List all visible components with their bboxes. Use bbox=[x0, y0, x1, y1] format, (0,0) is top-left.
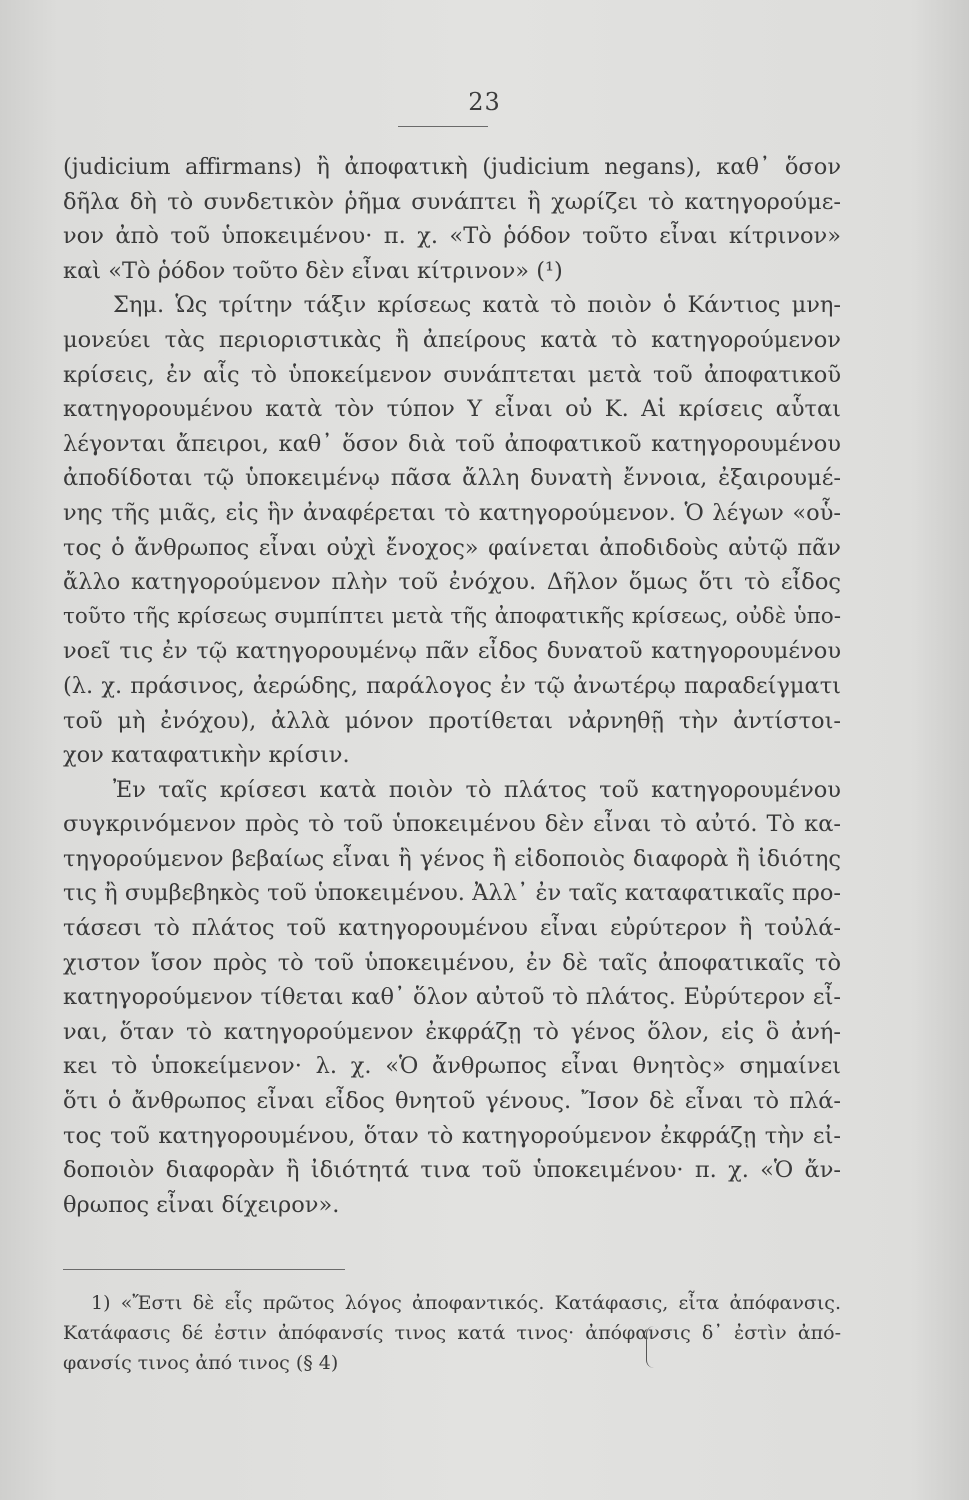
text-line: νοεῖ τις ἐν τῷ κατηγορουμένῳ πᾶν εἶδος δυνατοῦ κατηγορουμένου bbox=[63, 638, 841, 665]
body-text bbox=[63, 150, 841, 1222]
text-line: Ἐν ταῖς κρίσεσι κατὰ ποιὸν τὸ πλάτος τοῦ κατηγορουμένου bbox=[113, 776, 841, 803]
text-line: τάσεσι τὸ πλάτος τοῦ κατηγορουμένου εἶναι εὐρύτερον ἢ τοὐλά- bbox=[63, 915, 841, 942]
text-line: κατηγορούμενον τίθεται καθ᾽ ὅλον αὐτοῦ τὸ πλάτος. Εὐρύτερον εἶ- bbox=[63, 984, 841, 1011]
text-line: κρίσεις, ἐν αἷς τὸ ὑποκείμενον συνάπτεται μετὰ τοῦ ἀποφατικοῦ bbox=[63, 361, 841, 388]
text-line: τος ὁ ἄνθρωπος εἶναι οὐχὶ ἔνοχος» φαίνεται ἀποδιδοὺς αὐτῷ πᾶν bbox=[63, 534, 841, 561]
text-line: νης τῆς μιᾶς, εἰς ἣν ἀναφέρεται τὸ κατηγορούμενον. Ὁ λέγων «οὗ- bbox=[63, 499, 841, 526]
text-line: (judicium affirmans) ἢ ἀποφατικὴ (judicium negans), καθ᾽ ὅσον bbox=[63, 154, 841, 180]
text-line: κατηγορουμένου κατὰ τὸν τύπον Υ εἶναι οὐ Κ. Αἱ κρίσεις αὗται bbox=[63, 396, 841, 423]
text-line: λέγονται ἄπειροι, καθ᾽ ὅσον διὰ τοῦ ἀποφατικοῦ κατηγορουμένου bbox=[63, 430, 841, 457]
text-line: χιστον ἴσον πρὸς τὸ τοῦ ὑποκειμένου, ἐν δὲ ταῖς ἀποφατικαῖς τὸ bbox=[63, 949, 841, 976]
header-rule bbox=[398, 126, 488, 127]
text-line: ἀποδίδοται τῷ ὑποκειμένῳ πᾶσα ἄλλη δυνατὴ ἔννοια, ἐξαιρουμέ- bbox=[63, 465, 841, 492]
text-line: θρωπος εἶναι δίχειρον». bbox=[63, 1191, 340, 1218]
text-line: τοῦτο τῆς κρίσεως συμπίπτει μετὰ τῆς ἀποφατικῆς κρίσεως, οὐδὲ ὑπο- bbox=[63, 603, 841, 629]
footnote-line: Κατάφασις δέ ἐστιν ἀπόφανσίς τινος κατά τινος· ἀπόφανσις δ᾽ ἐστὶν ἀπό- bbox=[63, 1322, 841, 1344]
text-line: ἄλλο κατηγορούμενον πλὴν τοῦ ἐνόχου. Δῆλον ὅμως ὅτι τὸ εἶδος bbox=[63, 569, 841, 596]
page-number: 23 bbox=[468, 88, 501, 116]
text-line: Σημ. Ὡς τρίτην τάξιν κρίσεως κατὰ τὸ ποιὸν ὁ Κάντιος μνη- bbox=[113, 292, 841, 319]
text-line: δοποιὸν διαφορὰν ἢ ἰδιότητά τινα τοῦ ὑποκειμένου· π. χ. «Ὁ ἄν- bbox=[63, 1157, 841, 1184]
text-line: τοῦ μὴ ἐνόχου), ἀλλὰ μόνον προτίθεται νἀρνηθῇ τὴν ἀντίστοι- bbox=[63, 707, 841, 734]
text-line: τος τοῦ κατηγορουμένου, ὅταν τὸ κατηγορούμενον ἐκφράζῃ τὴν εἰ- bbox=[63, 1122, 841, 1149]
text-line: ναι, ὅταν τὸ κατηγορούμενον ἐκφράζῃ τὸ γένος ὅλον, εἰς ὃ ἀνή- bbox=[63, 1018, 841, 1045]
text-line: συγκρινόμενον πρὸς τὸ τοῦ ὑποκειμένου δὲν εἶναι τὸ αὐτό. Τὸ κα- bbox=[63, 811, 841, 838]
footnote-rule bbox=[63, 1269, 345, 1270]
text-line: τις ἢ συμβεβηκὸς τοῦ ὑποκειμένου. Ἀλλ᾽ ἐν ταῖς καταφατικαῖς προ- bbox=[63, 880, 841, 907]
text-line: νον ἀπὸ τοῦ ὑποκειμένου· π. χ. «Τὸ ῥόδον τοῦτο εἶναι κίτρινον» bbox=[63, 223, 841, 250]
text-line: τηγορούμενον βεβαίως εἶναι ἢ γένος ἢ εἰδοποιὸς διαφορὰ ἢ ἰδιότης bbox=[63, 845, 841, 872]
text-line: μονεύει τὰς περιοριστικὰς ἢ ἀπείρους κατὰ τὸ κατηγορούμενον bbox=[63, 326, 841, 353]
text-line: κει τὸ ὑποκείμενον· λ. χ. «Ὁ ἄνθρωπος εἶναι θνητὸς» σημαίνει bbox=[63, 1053, 841, 1080]
text-line: καὶ «Τὸ ῥόδον τοῦτο δὲν εἶναι κίτρινον» (¹) bbox=[63, 257, 563, 284]
text-line: χον καταφατικὴν κρίσιν. bbox=[63, 742, 350, 769]
footnotes bbox=[63, 1288, 841, 1378]
text-line: ὅτι ὁ ἄνθρωπος εἶναι εἶδος θνητοῦ γένους. Ἴσον δὲ εἶναι τὸ πλά- bbox=[63, 1088, 841, 1115]
footnote-line: φανσίς τινος ἀπό τινος (§ 4) bbox=[63, 1352, 339, 1374]
pencil-mark bbox=[646, 1326, 661, 1368]
text-line: (λ. χ. πράσινος, ἀερώδης, παράλογος ἐν τῷ ἀνωτέρῳ παραδείγματι bbox=[63, 672, 841, 699]
text-line: δῆλα δὴ τὸ συνδετικὸν ῥῆμα συνάπτει ἢ χωρίζει τὸ κατηγορούμε- bbox=[63, 188, 841, 215]
footnote-line: 1) «Ἔστι δὲ εἷς πρῶτος λόγος ἀποφαντικός. Κατάφασις, εἶτα ἀπόφανσις. bbox=[91, 1292, 841, 1314]
